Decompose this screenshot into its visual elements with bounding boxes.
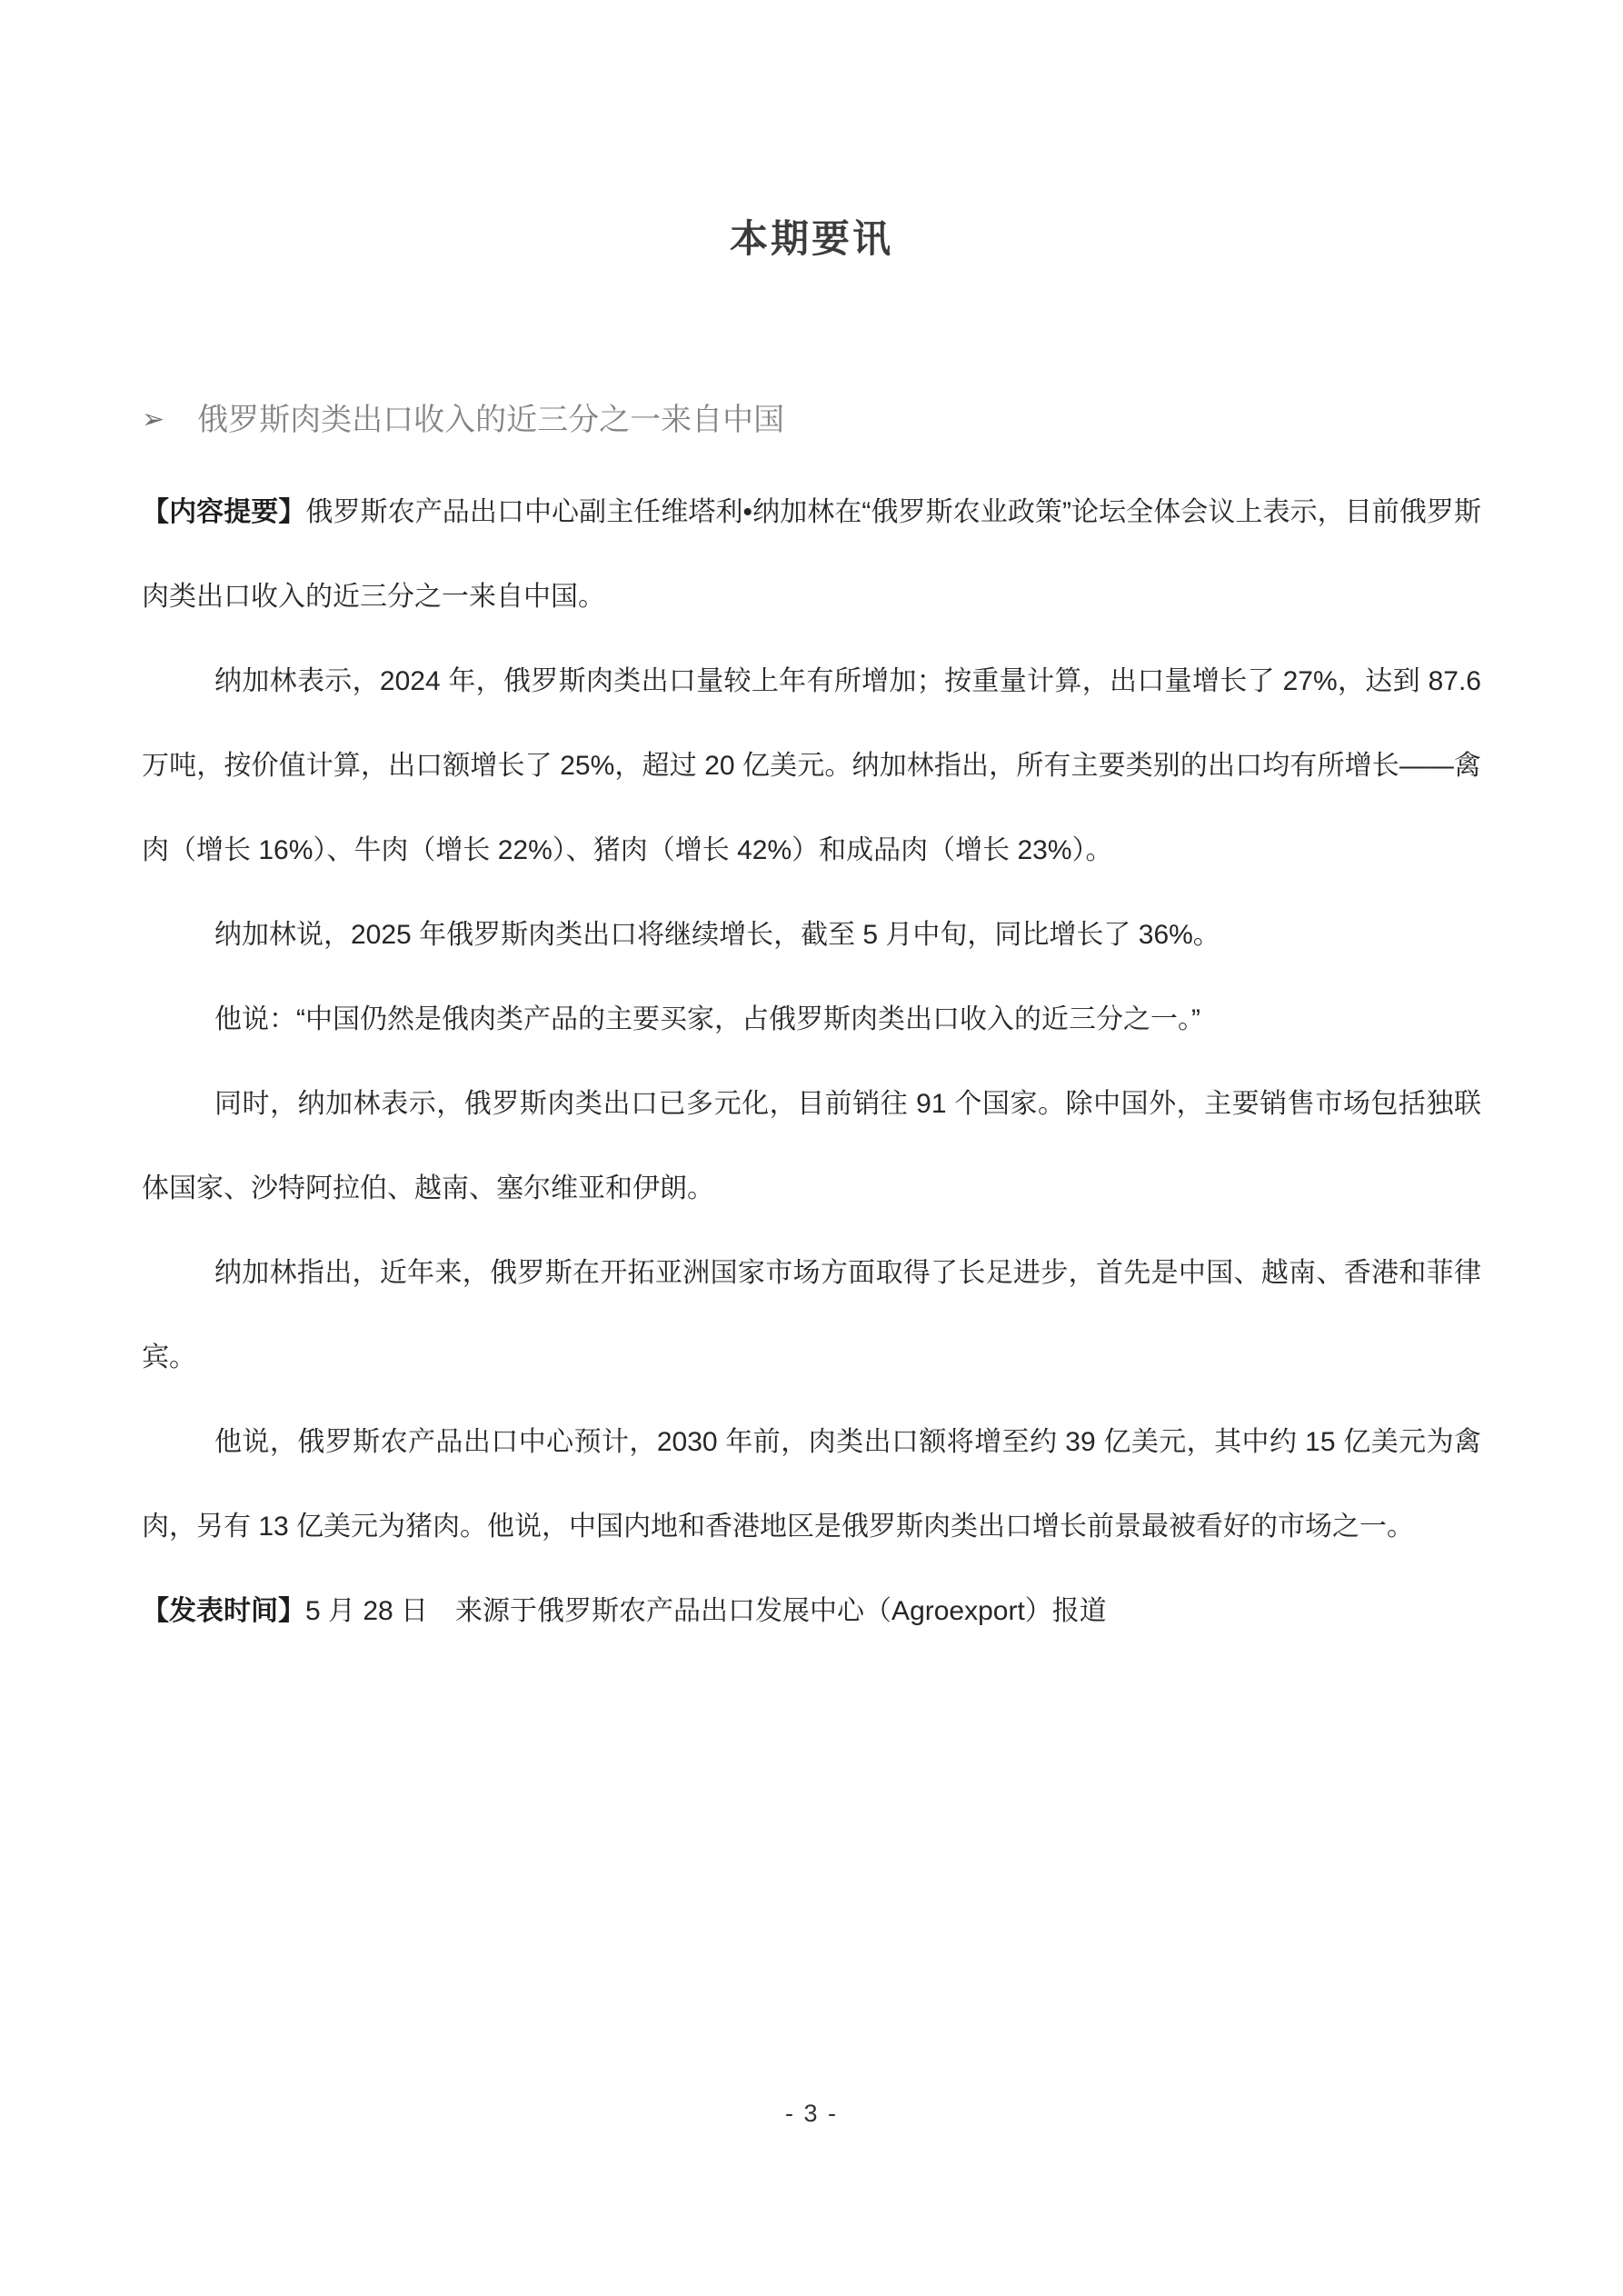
paragraph-text: 纳加林指出，近年来，俄罗斯在开拓亚洲国家市场方面取得了长足进步，首先是中国、越南、香港和菲律宾。 (142, 1257, 1481, 1373)
section-heading (142, 402, 1481, 439)
page-title: 本期要讯 (729, 217, 893, 260)
paragraph-text: 他说：“中国仍然是俄肉类产品的主要买家，占俄罗斯肉类出口收入的近三分之一。” (214, 1003, 1200, 1034)
body-text (142, 470, 1481, 1653)
paragraph (142, 639, 1481, 893)
paragraph (142, 893, 1481, 977)
paragraph (142, 1400, 1481, 1569)
paragraph (142, 1062, 1481, 1231)
paragraph-text: 5 月 28 日 来源于俄罗斯农产品出口发展中心（Agroexport）报道 (305, 1595, 1107, 1626)
paragraph-summary (142, 470, 1481, 639)
paragraph-text: 同时，纳加林表示，俄罗斯肉类出口已多元化，目前销往 91 个国家。除中国外，主要销售市场包括独联体国家、沙特阿拉伯、越南、塞尔维亚和伊朗。 (142, 1088, 1481, 1203)
summary-label: 【内容提要】 (142, 496, 306, 527)
paragraph (142, 1231, 1481, 1400)
paragraph-text: 他说，俄罗斯农产品出口中心预计，2030 年前，肉类出口额将增至约 39 亿美元，其中约 15 亿美元为禽肉，另有 13 亿美元为猪肉。他说，中国内地和香港地区是俄罗斯肉类出口增长前景最被看好的市场之一。 (142, 1426, 1481, 1542)
paragraph-text: 纳加林表示，2024 年，俄罗斯肉类出口量较上年有所增加；按重量计算，出口量增长了 27%，达到 87.6 万吨，按价值计算，出口额增长了 25%，超过 20 亿美元。纳加林指出，所有主要类别的出口均有所增长——禽肉（增长 16%）、牛肉（增长 22%）、猪肉（增长 42%）和成品肉（增长 23%）。 (142, 665, 1481, 865)
paragraph-text: 俄罗斯农产品出口中心副主任维塔利•纳加林在“俄罗斯农业政策”论坛全体会议上表示，目前俄罗斯肉类出口收入的近三分之一来自中国。 (142, 496, 1481, 612)
paragraph-text: 纳加林说，2025 年俄罗斯肉类出口将继续增长，截至 5 月中旬，同比增长了 36%。 (214, 919, 1220, 950)
paragraph (142, 977, 1481, 1062)
section-heading-text: 俄罗斯肉类出口收入的近三分之一来自中国 (197, 403, 785, 438)
page-number: - 3 - (784, 2100, 838, 2127)
paragraph-publish-time (142, 1569, 1481, 1653)
arrow-bullet-icon: ➢ (142, 404, 165, 435)
publish-time-label: 【发表时间】 (142, 1595, 305, 1626)
